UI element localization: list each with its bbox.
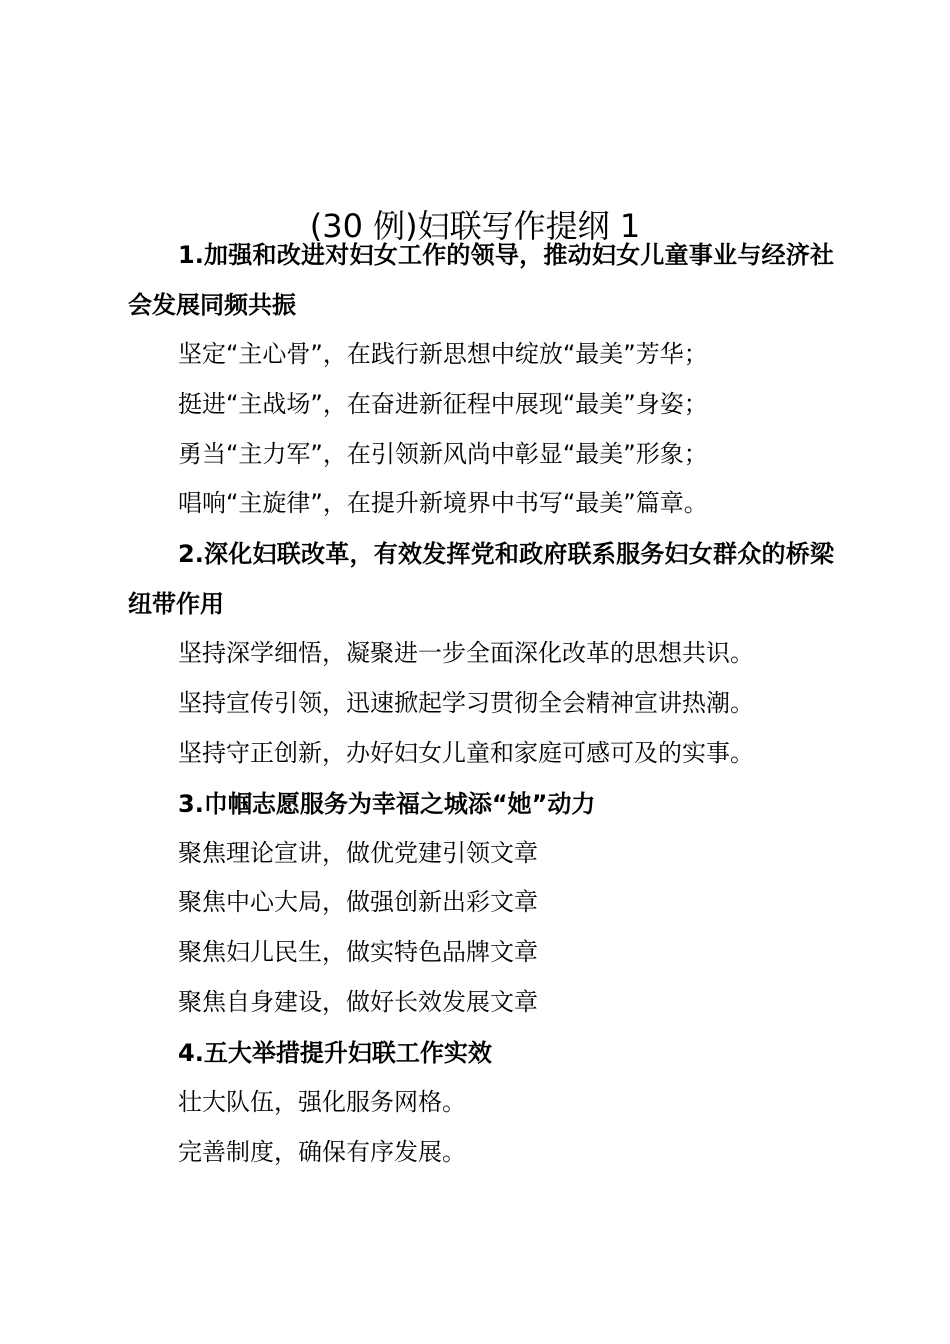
list-item: 坚持深学细悟，凝聚进一步全面深化改革的思想共识。 — [178, 639, 754, 668]
list-item: 坚持宣传引领，迅速掀起学习贯彻全会精神宣讲热潮。 — [178, 688, 754, 717]
list-item: 聚焦理论宣讲，做优党建引领文章 — [178, 838, 538, 867]
document-body — [128, 230, 834, 1177]
list-item: 聚焦中心大局，做强创新出彩文章 — [178, 888, 538, 917]
list-item: 勇当“主力军”，在引领新风尚中彰显“最美”形象； — [178, 439, 708, 468]
section-2 — [128, 529, 834, 778]
document-title: (30 例)妇联写作提纲 1 — [309, 207, 641, 246]
section-heading: 2.深化妇联改革，有效发挥党和政府联系服务妇女群众的桥梁纽带作用 — [128, 540, 834, 619]
list-item: 挺进“主战场”，在奋进新征程中展现“最美”身姿； — [178, 389, 708, 418]
section-heading: 4.五大举措提升妇联工作实效 — [178, 1038, 492, 1067]
list-item: 聚焦自身建设，做好长效发展文章 — [178, 987, 538, 1016]
section-1 — [128, 230, 834, 529]
list-item: 坚定“主心骨”，在践行新思想中绽放“最美”芳华； — [178, 340, 708, 368]
section-3 — [128, 779, 834, 1028]
list-item: 完善制度，确保有序发展。 — [178, 1137, 466, 1166]
section-heading: 1.加强和改进对妇女工作的领导，推动妇女儿童事业与经济社会发展同频共振 — [128, 241, 834, 319]
list-item: 壮大队伍，强化服务网格。 — [178, 1087, 466, 1116]
list-item: 聚焦妇儿民生，做实特色品牌文章 — [178, 938, 538, 967]
section-4 — [128, 1028, 834, 1178]
list-item: 坚持守正创新，办好妇女儿童和家庭可感可及的实事。 — [178, 738, 754, 767]
section-heading: 3.巾帼志愿服务为幸福之城添“她”动力 — [178, 789, 596, 818]
list-item: 唱响“主旋律”，在提升新境界中书写“最美”篇章。 — [178, 489, 708, 518]
